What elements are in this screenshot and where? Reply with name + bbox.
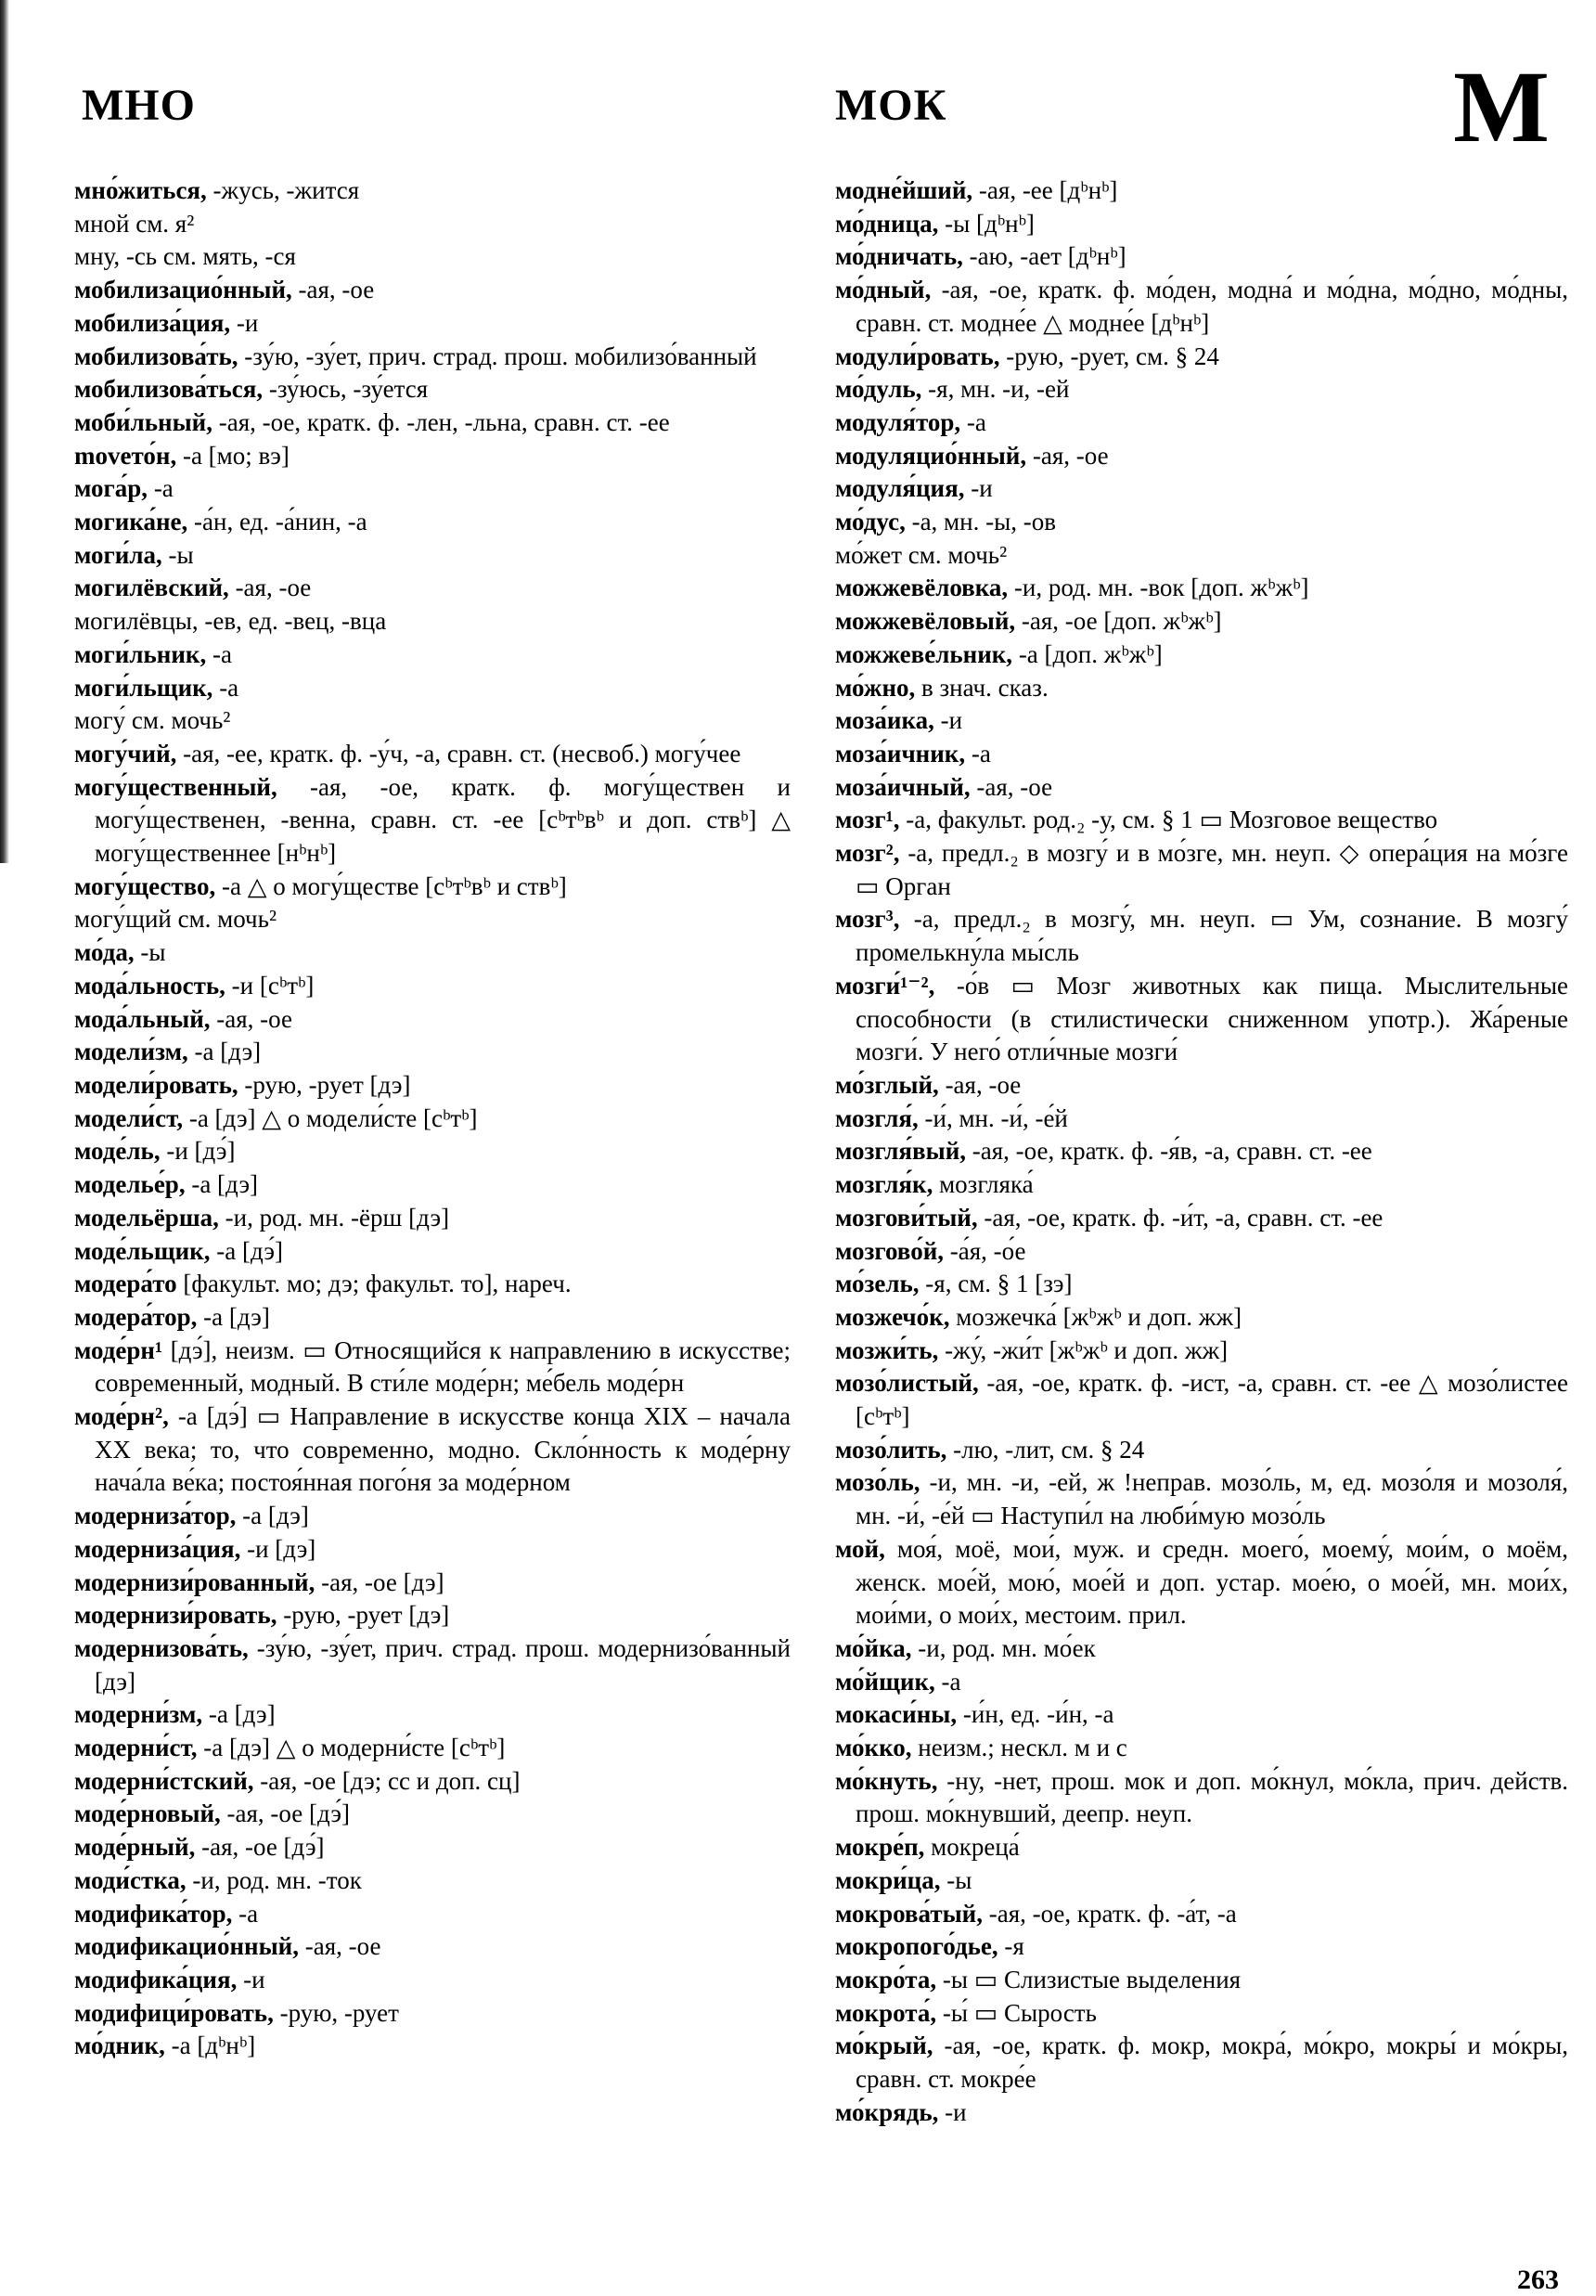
entry-headword: могика́не, [74,508,188,536]
dictionary-entry [74,1202,791,1235]
entry-headword: мобилиза́ция, [74,308,231,337]
dictionary-entry [74,572,791,605]
entry-headword: можжеве́льник, [835,639,1013,668]
entry-body: [дэ́], неизм. ▭ Относящийся к направлению в искусстве; современный, модный. В сти́ле моде́рн; ме́бель моде́рн [95,1335,791,1398]
entry-body: -а [дэ] [202,1700,276,1729]
entry-headword: моде́рновый, [74,1799,221,1828]
entry-headword: мозг³, [835,905,900,934]
entry-body: неизм.; нескл. м и с [911,1734,1127,1762]
dictionary-entry [74,1698,791,1732]
entry-headword: мозг¹, [835,806,900,834]
entry-headword: мо́дничать, [835,242,963,271]
entry-body: -а́н, ед. -а́нин, -а [187,508,367,536]
entry-body: мо́жет см. мочь² [835,540,1008,569]
dictionary-entry [74,1301,791,1335]
dictionary-entry [74,1765,791,1799]
entry-body: -рую, -рует, см. § 24 [999,342,1219,370]
dictionary-entry [74,970,791,1003]
entry-headword: модифика́тор, [74,1899,233,1928]
entry-body: -а [дэ] △ о модерни́сте [сᵇтᵇ] [197,1734,506,1762]
entry-headword: мокаси́ны, [835,1700,958,1729]
entry-body: -ну, -нет, прош. мок и доп. мо́кнул, мо́кла, прич. действ. прош. мо́кнувший, деепр. неуп. [856,1766,1568,1828]
dictionary-entry [835,1831,1568,1864]
entry-headword: мозг², [835,839,900,868]
entry-headword: мо́дница, [835,209,939,238]
entry-headword: модификацио́нный, [74,1932,299,1961]
entry-body: -зу́ю, -зу́ет, прич. страд. прош. мобилизо́ванный [238,342,757,370]
dictionary-entry [835,837,1568,903]
dictionary-entry [835,1367,1568,1433]
entry-body: -а, факульт. род.₂ -у, см. § 1 ▭ Мозговое вещество [899,806,1438,834]
entry-headword: модерниза́ция, [74,1534,241,1563]
dictionary-entry [835,1069,1568,1103]
entry-body: -и [дэ] [240,1534,316,1563]
dictionary-entry [835,2096,1568,2130]
dictionary-entry [74,1268,791,1301]
entry-body: -и́н, ед. -и́н, -а [957,1700,1114,1729]
entry-headword: мозгля́вый, [835,1137,966,1166]
entry-body: -и [237,1965,265,1993]
dictionary-entry [835,1268,1568,1301]
dictionary-entry [835,1533,1568,1632]
dictionary-entry [74,240,791,274]
entry-body: -зу́юсь, -зу́ется [263,375,429,404]
entry-body: -ая, -ое, кратк. ф. -лен, -льна, сравн. ст. -ее [212,407,670,436]
entry-headword: мозо́лить, [835,1435,947,1464]
entry-headword: мозгля́к, [835,1170,933,1199]
dictionary-entry [835,1666,1568,1699]
dictionary-entry [835,1434,1568,1467]
entry-headword: мозжи́ть, [835,1335,939,1364]
dictionary-entry [74,341,791,374]
entry-body: -а [965,739,991,767]
dictionary-entry [835,373,1568,406]
entry-body: -рую, -рует [273,1998,399,2027]
entry-headword: модели́ст, [74,1103,184,1132]
entry-headword: моби́льный, [74,407,212,436]
entry-headword: моде́рн¹ [74,1335,163,1364]
entry-headword: могу́щество, [74,871,216,900]
entry-headword: моделье́р, [74,1170,186,1199]
dictionary-entry [74,704,791,738]
dictionary-entry [74,1335,791,1400]
dictionary-entry [74,638,791,672]
entry-headword: мо́жно, [835,673,916,702]
entry-body: -рую, -рует [дэ] [277,1601,450,1630]
running-head-right: МОК [835,81,947,130]
entry-headword: мо́дник, [74,2032,165,2060]
entry-body: -а [934,1667,961,1696]
dictionary-entry [835,174,1568,208]
entry-headword: мокрова́тый, [835,1899,983,1928]
page-binding-edge [0,0,9,863]
section-letter: М [1453,50,1550,163]
entry-body: -ая, -ое [дэ] [315,1567,444,1596]
entry-body: -а́я, -о́е [944,1236,1026,1265]
dictionary-entry [835,638,1568,672]
dictionary-entry [74,1798,791,1831]
dictionary-entry [835,1964,1568,1997]
entry-body: -ы́ ▭ Сырость [936,1998,1097,2027]
dictionary-entry [835,406,1568,440]
dictionary-entry [74,440,791,473]
dictionary-entry [835,704,1568,738]
entry-headword: мозгови́тый, [835,1203,978,1232]
entry-body: -ы [161,540,194,569]
entry-body: -жусь, -жится [206,176,360,204]
entry-body: мну, -сь см. мять, -ся [74,242,296,271]
entry-body: -а [дэ] [185,1170,259,1199]
dictionary-entry [835,1202,1568,1235]
entry-body: -ая, -ое [дэ; сс и доп. сц] [253,1766,521,1795]
entry-body: в знач. сказ. [915,673,1049,702]
dictionary-entry [835,672,1568,705]
entry-headword: мо́зглый, [835,1070,939,1099]
dictionary-entry [835,1698,1568,1732]
entry-body: -и [230,308,259,337]
entry-headword: моде́ль, [74,1137,161,1166]
entry-headword: мобилизова́ть, [74,342,238,370]
dictionary-entry [835,1930,1568,1964]
entry-headword: модуляцио́нный, [835,441,1027,470]
dictionary-entry [74,903,791,936]
entry-body: -ая, -ое [970,772,1053,801]
entry-headword: моза́ичный, [835,772,971,801]
entry-body: -ая, -ое, кратк. ф. -ист, -а, сравн. ст. -ее △ мозо́листее [сᵇтᵇ] [856,1369,1568,1431]
entry-headword: мо́кко, [835,1734,912,1762]
entry-headword: мокре́п, [835,1833,925,1862]
entry-headword: моги́льщик, [74,673,213,702]
entry-headword: мода́льность, [74,971,225,1000]
entry-body: -ая, -ое [291,276,375,304]
entry-headword: мно́житься, [74,176,207,204]
entry-body: -ая, -ое [доп. жᵇжᵇ] [1015,607,1222,636]
dictionary-entry [835,539,1568,573]
entry-body: -а [232,1899,259,1928]
entry-body: -ая, -ое [дэ́] [220,1799,350,1828]
entry-headword: мокрота́, [835,1998,937,2027]
dictionary-entry [74,1898,791,1931]
entry-headword: модерни́стский, [74,1766,254,1795]
entry-body: -а [дэ] [197,1302,270,1331]
entry-headword: мозги́¹⁻², [835,971,935,1000]
entry-headword: моза́ичник, [835,739,966,767]
dictionary-entry [74,1632,791,1698]
entry-headword: мо́да, [74,938,135,967]
dictionary-entry [74,1599,791,1632]
entry-headword: мо́зель, [835,1270,920,1298]
dictionary-entry [835,1732,1568,1765]
entry-body: -ая, -ое [210,1004,292,1033]
entry-headword: мокри́ца, [835,1865,941,1894]
entry-headword: модера́тор, [74,1302,198,1331]
page-number: 263 [1517,2264,1559,2295]
dictionary-entry [835,2030,1568,2096]
entry-headword: модифици́ровать, [74,1998,274,2027]
entry-body: -жу́, -жи́т [жᵇжᵇ и доп. жж] [938,1335,1229,1364]
entry-body: -и, род. мн. -ток [186,1865,362,1894]
dictionary-entry [835,1864,1568,1898]
entry-headword: мо́дуль, [835,375,922,404]
dictionary-entry [74,1732,791,1765]
entry-headword: мо́дный, [835,276,932,304]
entry-body: -ы [дᵇнᵇ] [938,209,1035,238]
dictionary-entry [74,1168,791,1202]
entry-body: -ая, -ое, кратк. ф. мокр, мокра́, мо́кро, мокры́ и мо́кры, сравн. ст. мокре́е [856,2032,1568,2094]
entry-headword: моде́льщик, [74,1236,211,1265]
entry-body: -ы [940,1865,972,1894]
entry-body: -ая, -ое [228,574,312,602]
entry-body: -а, предл.₂ в мозгу́ и в мо́зге, мн. неуп. ◇ опера́ция на мо́зге ▭ Орган [856,839,1568,900]
entry-body: -а [доп. жᵇжᵇ] [1012,639,1163,668]
entry-headword: мой, [835,1534,885,1563]
entry-body: -и [сᵇтᵇ] [225,971,315,1000]
entry-body: -рую, -рует [дэ] [238,1070,411,1099]
entry-body: -а [дэ] [236,1502,309,1530]
dictionary-entry [835,1301,1568,1335]
entry-headword: модели́зм, [74,1038,188,1066]
entry-headword: мо́крядь, [835,2097,939,2126]
entry-body: -зу́ю, -зу́ет, прич. страд. прош. модернизо́ванный [дэ] [95,1633,791,1696]
dictionary-entry [74,539,791,573]
entry-body: -и, род. мн. -ёрш [дэ] [218,1203,450,1232]
dictionary-entry [835,472,1568,506]
dictionary-entry [74,1003,791,1037]
entry-headword: модельёрша, [74,1203,219,1232]
entry-body: могу́ см. мочь² [74,706,231,735]
dictionary-entry [74,1135,791,1168]
left-column [74,174,791,2063]
dictionary-entry [74,1997,791,2031]
dictionary-entry [74,771,791,871]
dictionary-entry [74,2030,791,2063]
entry-headword: можжевёловый, [835,607,1016,636]
dictionary-entry [74,472,791,506]
entry-body: -а [206,639,232,668]
dictionary-entry [74,406,791,440]
dictionary-entry [835,1103,1568,1136]
entry-headword: моги́ла, [74,540,162,569]
entry-headword: модерни́ст, [74,1734,198,1762]
dictionary-entry [835,1335,1568,1368]
entry-body: -а [дᵇнᵇ] [164,2032,256,2060]
dictionary-entry [835,804,1568,837]
entry-body: -ая, -ое, кратк. ф. мо́ден, модна́ и мо́дна, мо́дно, мо́дны, сравн. ст. модне́е △ модне́е [дᵇнᵇ] [856,276,1568,337]
dictionary-entry [74,871,791,904]
entry-headword: мозжечо́к, [835,1302,950,1331]
entry-headword: моги́льник, [74,639,207,668]
dictionary-entry [74,936,791,970]
entry-headword: мо́крый, [835,2032,933,2060]
entry-body: -а [дэ́] [210,1236,283,1265]
entry-headword: модерниза́тор, [74,1502,237,1530]
entry-body: -я, см. § 1 [зэ] [919,1270,1073,1298]
entry-body: -а [мо; вэ] [176,441,290,470]
dictionary-entry [74,1567,791,1600]
dictionary-entry [835,506,1568,539]
entry-body: -я [998,1932,1024,1961]
running-head-left: МНО [82,81,196,130]
entry-headword: модуля́ция, [835,474,965,503]
dictionary-entry [835,274,1568,340]
entry-headword: модуля́тор, [835,407,961,436]
entry-headword: моза́ика, [835,706,934,735]
dictionary-entry [835,1466,1568,1532]
dictionary-entry [835,440,1568,473]
entry-body: -и [964,474,993,503]
right-column [835,174,1568,2129]
dictionary-entry [74,208,791,241]
entry-body: -ая, -ое [1026,441,1109,470]
entry-body: -а, предл.₂ в мозгу́, мн. неуп. ▭ Ум, сознание. В мозгу́ промелькну́ла мы́сль [856,905,1568,967]
entry-headword: мо́кнуть, [835,1766,938,1795]
entry-headword: мо́йщик, [835,1667,935,1696]
entry-headword: мозо́листый, [835,1369,979,1398]
entry-body: -ая, -ое [дэ́] [195,1833,325,1862]
entry-headword: модерни́зм, [74,1700,203,1729]
entry-body: -о́в ▭ Мозг животных как пища. Мыслительные способности (в стилистически сниженном употр.). Жа́реные мозги́. У него́ отли́чные мозги́ [856,971,1568,1066]
dictionary-entry [74,506,791,539]
dictionary-entry [74,1831,791,1864]
dictionary-entry [835,771,1568,805]
entry-headword: моди́стка, [74,1865,187,1894]
entry-body: -и, мн. -и, -ей, ж !неправ. мозо́ль, м, ед. мозо́ля и мозоля́, мн. -и́, -е́й ▭ Наступи́л на люби́мую мозо́ль [856,1468,1568,1530]
entry-headword: моде́рный, [74,1833,196,1862]
entry-headword: мога́р, [74,474,148,503]
dictionary-entry [835,605,1568,638]
dictionary-entry [74,1400,791,1500]
dictionary-entry [74,1864,791,1898]
entry-headword: мозо́ль, [835,1468,920,1497]
entry-body: -и [дэ́] [160,1137,236,1166]
entry-body: -а [212,673,239,702]
entry-headword: моде́рн², [74,1402,169,1431]
dictionary-entry [835,240,1568,274]
entry-body: -ая, -ое, кратк. ф. -а́т, -а [982,1899,1237,1928]
entry-body: -и, род. мн. мо́ек [911,1633,1096,1662]
entry-headword: могу́чий, [74,739,177,767]
entry-body: -ы ▭ Слизистые выделения [936,1965,1242,1993]
entry-body: [факульт. мо; дэ; факульт. то], нареч. [176,1270,572,1298]
dictionary-entry [835,1898,1568,1931]
entry-body: -а △ о могу́ществе [сᵇтᵇвᵇ и ствᵇ] [215,871,567,900]
entry-headword: мокро́та, [835,1965,937,1993]
entry-body: -и [938,2097,967,2126]
entry-body: -а [148,474,174,503]
dictionary-entry [835,572,1568,605]
dictionary-entry [74,738,791,771]
entry-headword: модели́ровать, [74,1070,238,1099]
entry-body: -а, мн. -ы, -ов [905,508,1056,536]
entry-headword: модули́ровать, [835,342,1000,370]
entry-headword: мозгля́, [835,1103,919,1132]
dictionary-entry [74,1930,791,1964]
entry-body: -ая, -ое [938,1070,1022,1099]
entry-headword: модне́йший, [835,176,973,204]
entry-body: -ая, -ее [дᵇнᵇ] [972,176,1118,204]
dictionary-entry [835,208,1568,241]
entry-body: -ая, -ое, кратк. ф. -и́т, -а, сравн. ст. -ее [977,1203,1384,1232]
dictionary-entry [74,373,791,406]
entry-headword: можжевёловка, [835,574,1009,602]
entry-body: -аю, -ает [дᵇнᵇ] [962,242,1126,271]
entry-body: мозжечка́ [жᵇжᵇ и доп. жж] [949,1302,1242,1331]
dictionary-entry [74,1036,791,1069]
entry-body: -ы [134,938,166,967]
entry-body: -и́, мн. -и́, -е́й [918,1103,1068,1132]
dictionary-entry [74,1069,791,1103]
dictionary-entry [835,1235,1568,1269]
dictionary-entry [835,738,1568,771]
entry-body: мной см. я² [74,209,195,238]
dictionary-entry [74,1500,791,1533]
dictionary-entry [835,1997,1568,2031]
entry-headword: модера́то [74,1270,177,1298]
entry-headword: movето́н, [74,441,177,470]
entry-body: моя́, моё, мои́, муж. и средн. моего́, моему́, мои́м, о моём, женск. мое́й, мою́, мое́й и доп. устар. мое́ю, о мое́й, мн. мои́х, мои́ми, о мои́х, местоим. прил. [856,1534,1568,1630]
entry-headword: мобилизацио́нный, [74,276,292,304]
entry-headword: могу́щественный, [74,772,277,801]
entry-headword: мода́льный, [74,1004,211,1033]
entry-body: -а [дэ] [187,1038,262,1066]
entry-headword: мозгово́й, [835,1236,945,1265]
entry-body: могилёвцы, -ев, ед. -вец, -вца [74,607,387,636]
dictionary-entry [74,1235,791,1269]
dictionary-entry [74,1533,791,1567]
entry-headword: мо́йка, [835,1633,912,1662]
dictionary-entry [74,174,791,208]
entry-headword: мо́дус, [835,508,906,536]
dictionary-entry [835,1135,1568,1168]
dictionary-entry [74,307,791,341]
entry-body: -лю, -лит, см. § 24 [946,1435,1145,1464]
entry-body: -а [дэ́] ▭ Направление в искусстве конца XIX – начала XX века; то, что современно, модно. Скло́нность к моде́рну нача́ла ве́ка; постоя́нная пого́ня за моде́рном [95,1402,791,1497]
entry-body: -я, мн. -и, -ей [921,375,1070,404]
dictionary-entry [74,605,791,638]
dictionary-entry [835,903,1568,969]
entry-body: мокреца́ [924,1833,1020,1862]
entry-body: -и [933,706,963,735]
entry-headword: модернизи́рованный, [74,1567,315,1596]
dictionary-entry [74,274,791,307]
dictionary-entry [835,341,1568,374]
entry-body: -ая, -ее, кратк. ф. -у́ч, -а, сравн. ст. (несвоб.) могу́чее [176,739,741,767]
entry-headword: модернизи́ровать, [74,1601,277,1630]
entry-headword: мокропого́дье, [835,1932,998,1961]
entry-body: могу́щий см. мочь² [74,905,277,934]
entry-headword: могилёвский, [74,574,229,602]
entry-body: мозгляка́ [933,1170,1034,1199]
entry-body: -а [дэ] △ о модели́сте [сᵇтᵇ] [183,1103,478,1132]
dictionary-entry [835,1765,1568,1831]
dictionary-entry [74,1103,791,1136]
dictionary-entry [835,970,1568,1069]
dictionary-entry [835,1632,1568,1666]
entry-headword: мобилизова́ться, [74,375,264,404]
entry-body: -ая, -ое [298,1932,381,1961]
entry-headword: модернизова́ть, [74,1633,249,1662]
entry-body: -ая, -ое, кратк. ф. -я́в, -а, сравн. ст. -ее [966,1137,1372,1166]
dictionary-entry [74,672,791,705]
entry-headword: модифика́ция, [74,1965,238,1993]
entry-body: -и, род. мн. -вок [доп. жᵇжᵇ] [1008,574,1309,602]
dictionary-entry [74,1964,791,1997]
dictionary-entry [835,1168,1568,1202]
entry-body: -а [960,407,986,436]
entry-body: -ая, -ое, кратк. ф. могу́ществен и могу́щественен, -венна, сравн. ст. -ее [сᵇтᵇвᵇ и доп. ствᵇ] △ могу́щественнее [нᵇнᵇ] [95,772,791,868]
